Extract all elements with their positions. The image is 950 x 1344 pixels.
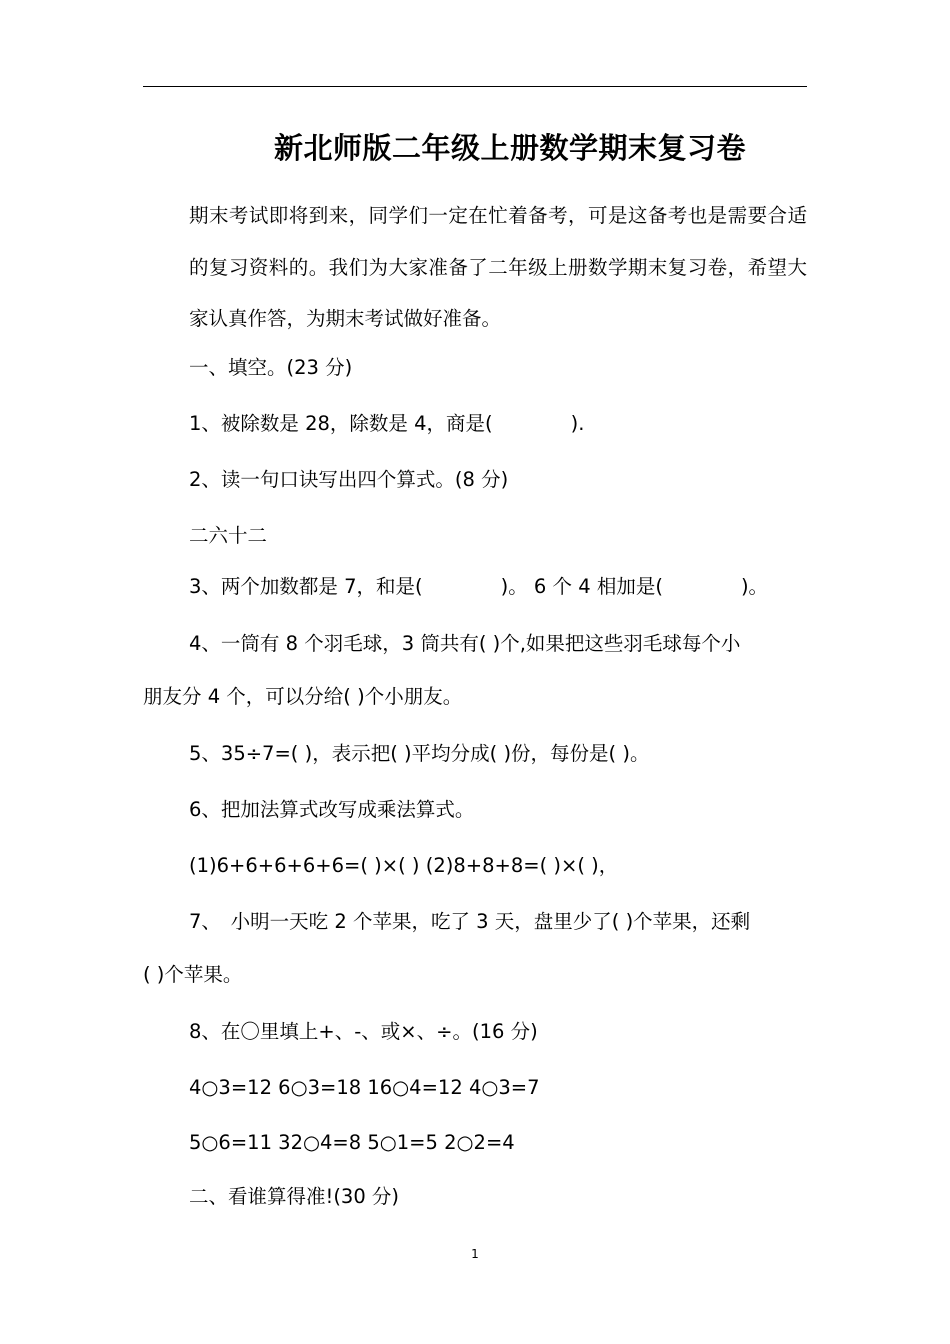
question-4: 4、一筒有 8 个羽毛球，3 筒共有( )个,如果把这些羽毛球每个小 (189, 632, 741, 655)
question-6-expressions: (1)6+6+6+6+6=( )×( ) (2)8+8+8=( )×( )， (189, 854, 619, 877)
question-7-continued: ( )个苹果。 (143, 963, 243, 986)
question-2: 2、读一句口诀写出四个算式。(8 分) (189, 468, 509, 491)
question-5: 5、35÷7=( )，表示把( )平均分成( )份，每份是( )。 (189, 742, 650, 765)
question-4-continued: 朋友分 4 个，可以分给( )个小朋友。 (143, 685, 463, 708)
question-8: 8、在〇里填上+、-、或×、÷。(16 分) (189, 1020, 538, 1043)
question-2-formula: 二六十二 (189, 524, 268, 547)
section-2-heading: 二、看谁算得准!(30 分) (189, 1185, 400, 1208)
header-rule (143, 86, 807, 87)
page-title: 新北师版二年级上册数学期末复习卷 (273, 131, 746, 165)
intro-paragraph: 期末考试即将到来，同学们一定在忙着备考，可是这备考也是需要合适的复习资料的。我们为大家准备了二年级上册数学期末复习卷，希望大家认真作答，为期末考试做好准备。 (189, 204, 807, 330)
section-1-heading: 一、填空。(23 分) (189, 356, 353, 379)
question-8-row-1: 4○3=12 6○3=18 16○4=12 4○3=7 (189, 1076, 540, 1099)
question-6: 6、把加法算式改写成乘法算式。 (189, 798, 475, 821)
question-7: 7、 小明一天吃 2 个苹果，吃了 3 天，盘里少了( )个苹果，还剩 (189, 910, 751, 933)
question-3: 3、两个加数都是 7，和是( )。 6 个 4 相加是( )。 (189, 575, 769, 598)
question-1: 1、被除数是 28，除数是 4，商是( ). (189, 412, 585, 435)
question-8-row-2: 5○6=11 32○4=8 5○1=5 2○2=4 (189, 1131, 515, 1154)
page-number: 1 (471, 1247, 479, 1261)
